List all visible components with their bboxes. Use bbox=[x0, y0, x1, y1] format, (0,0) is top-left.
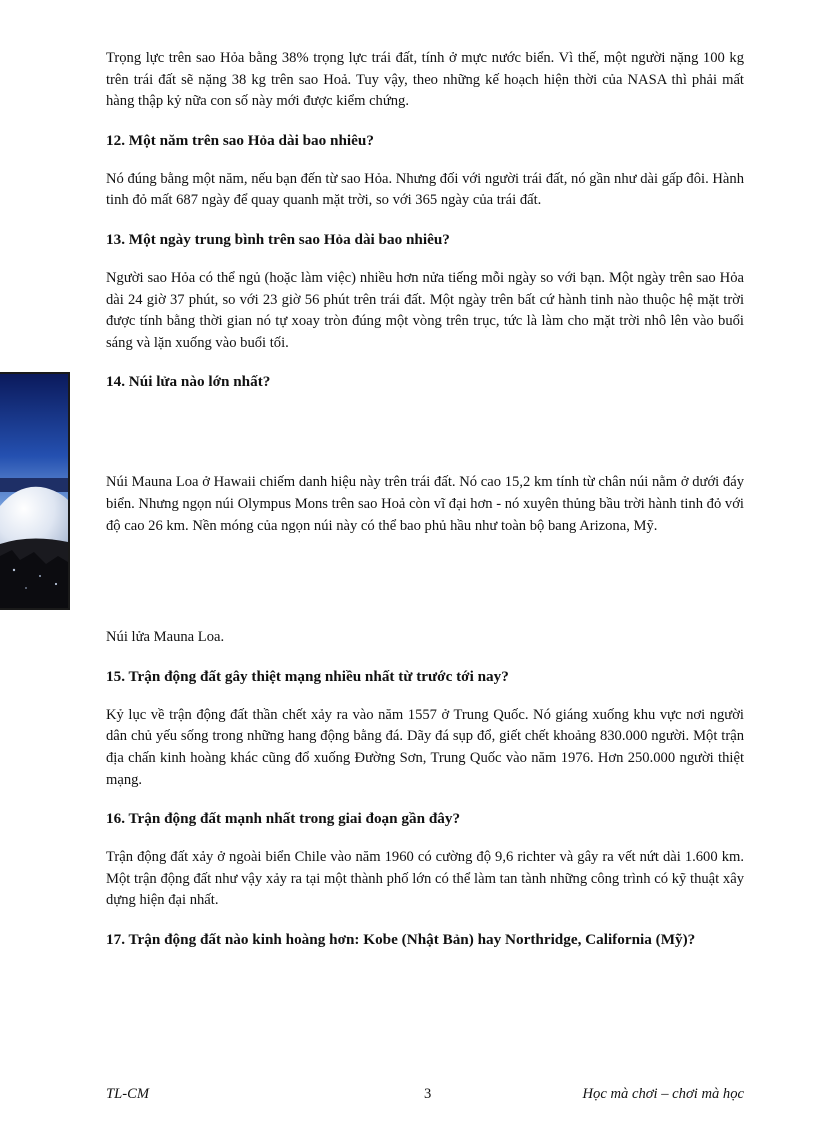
question-16-heading: 16. Trận động đất mạnh nhất trong giai đoạn gần đây? bbox=[106, 810, 461, 828]
page-number: 3 bbox=[424, 1086, 432, 1102]
photo-caption: Núi lửa Mauna Loa. bbox=[106, 629, 225, 646]
answer-12-paragraph: Nó đúng bằng một năm, nếu bạn đến từ sao Hỏa. Nhưng đối với người trái đất, nó gần như dài gấp đôi. Hành tinh đỏ mất 687 ngày để quay quanh mặt trời, so với 365 ngày của trái đất. bbox=[106, 170, 744, 209]
question-12-heading: 12. Một năm trên sao Hỏa dài bao nhiêu? bbox=[106, 131, 374, 149]
volcano-image-icon bbox=[0, 374, 68, 608]
answer-15-paragraph: Kỷ lục về trận động đất thần chết xảy ra vào năm 1557 ở Trung Quốc. Nó giáng xuống khu vực nơi người dân chủ yếu sống trong những hang động bằng đá. Dãy đá sụp đổ, giết chết khoảng 830.000 người. Một trận địa chấn kinh hoàng khác cũng đổ xuống Đường Sơn, Trung Quốc vào năm 1976. Hơn 250.000 người thiệt mạng. bbox=[106, 706, 744, 788]
mauna-loa-photo bbox=[0, 372, 70, 610]
question-14-heading: 14. Núi lửa nào lớn nhất? bbox=[106, 373, 271, 391]
footer-left-text: TL-CM bbox=[106, 1086, 149, 1102]
main-content bbox=[106, 48, 744, 950]
question-17-heading: 17. Trận động đất nào kinh hoàng hơn: Kobe (Nhật Bản) hay Northridge, California (Mỹ)? bbox=[106, 930, 696, 948]
question-15-heading: 15. Trận động đất gây thiệt mạng nhiều nhất từ trước tới nay? bbox=[106, 667, 509, 685]
answer-14-paragraph: Núi Mauna Loa ở Hawaii chiếm danh hiệu này trên trái đất. Nó cao 15,2 km tính từ chân núi nằm ở dưới đáy biển. Nhưng ngọn núi Olympus Mons trên sao Hoả còn vĩ đại hơn - nó xuyên thủng bầu trời hành tinh đỏ với độ cao 26 km. Nền móng của ngọn núi này có thể bao phủ hầu như toàn bộ bang Arizona, Mỹ. bbox=[106, 474, 744, 534]
page-footer bbox=[106, 1086, 744, 1106]
paragraph-gravity: Trọng lực trên sao Hỏa bằng 38% trọng lực trái đất, tính ở mực nước biển. Vì thế, một người nặng 100 kg trên trái đất sẽ nặng 38 kg trên sao Hoả. Tuy vậy, theo những kế hoạch hiện thời của NASA thì phải mất hàng thập kỷ nữa con số này mới được kiểm chứng. bbox=[106, 50, 744, 110]
question-13-heading: 13. Một ngày trung bình trên sao Hỏa dài bao nhiêu? bbox=[106, 230, 450, 248]
answer-13-paragraph: Người sao Hỏa có thể ngủ (hoặc làm việc) nhiều hơn nửa tiếng mỗi ngày so với bạn. Một ngày trên sao Hỏa dài 24 giờ 37 phút, so với 23 giờ 56 phút trên trái đất. Một ngày trên bất cứ hành tinh nào thuộc hệ mặt trời được tính bằng thời gian nó tự xoay tròn đúng một vòng trên trục, tức là làm cho mặt trời nhô lên vào buổi sáng và lặn xuống vào buổi tối. bbox=[106, 269, 744, 351]
answer-16-paragraph: Trận động đất xảy ở ngoài biển Chile vào năm 1960 có cường độ 9,6 richter và gây ra vết nứt dài 1.600 km. Một trận động đất như vậy xảy ra tại một thành phố lớn có thể làm tan tành những công trình có kỹ thuật xây dựng hiện đại nhất. bbox=[106, 849, 744, 909]
footer-right-text: Học mà chơi – chơi mà học bbox=[582, 1086, 744, 1102]
